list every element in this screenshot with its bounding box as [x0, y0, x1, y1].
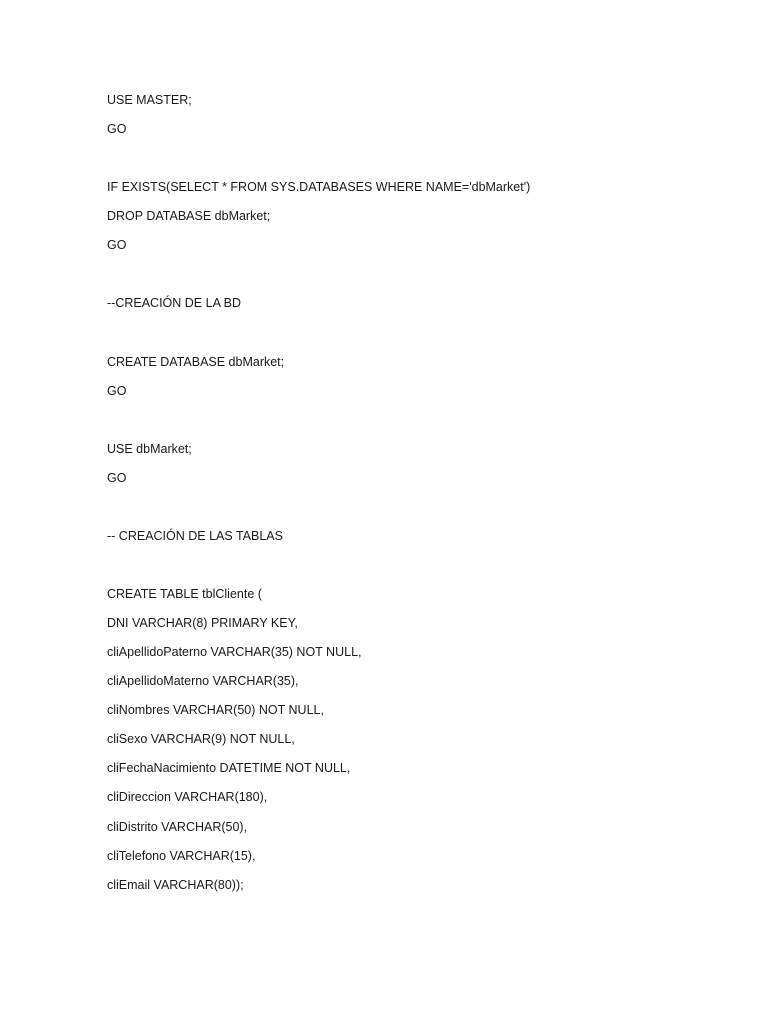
text-line: cliFechaNacimiento DATETIME NOT NULL,: [107, 761, 351, 775]
text-line: cliSexo VARCHAR(9) NOT NULL,: [107, 732, 295, 746]
text-line: GO: [107, 122, 127, 136]
text-line: CREATE TABLE tblCliente (: [107, 587, 262, 601]
text-line: USE dbMarket;: [107, 442, 192, 456]
text-line: GO: [107, 238, 127, 252]
text-line: USE MASTER;: [107, 93, 192, 107]
text-line: cliApellidoMaterno VARCHAR(35),: [107, 674, 299, 688]
text-line: DROP DATABASE dbMarket;: [107, 209, 271, 223]
text-line: GO: [107, 384, 127, 398]
text-line: cliNombres VARCHAR(50) NOT NULL,: [107, 703, 324, 717]
comment-line: --CREACIÓN DE LA BD: [107, 296, 242, 310]
text-line: IF EXISTS(SELECT * FROM SYS.DATABASES WHERE NAME='dbMarket'): [107, 180, 531, 194]
text-line: cliDistrito VARCHAR(50),: [107, 820, 248, 834]
text-line: cliEmail VARCHAR(80));: [107, 878, 244, 892]
text-line: DNI VARCHAR(8) PRIMARY KEY,: [107, 616, 298, 630]
text-line: cliTelefono VARCHAR(15),: [107, 849, 256, 863]
text-line: GO: [107, 471, 127, 485]
comment-line: -- CREACIÓN DE LAS TABLAS: [107, 529, 283, 543]
text-line: CREATE DATABASE dbMarket;: [107, 355, 285, 369]
text-line: cliDireccion VARCHAR(180),: [107, 790, 268, 804]
text-line: cliApellidoPaterno VARCHAR(35) NOT NULL,: [107, 645, 362, 659]
